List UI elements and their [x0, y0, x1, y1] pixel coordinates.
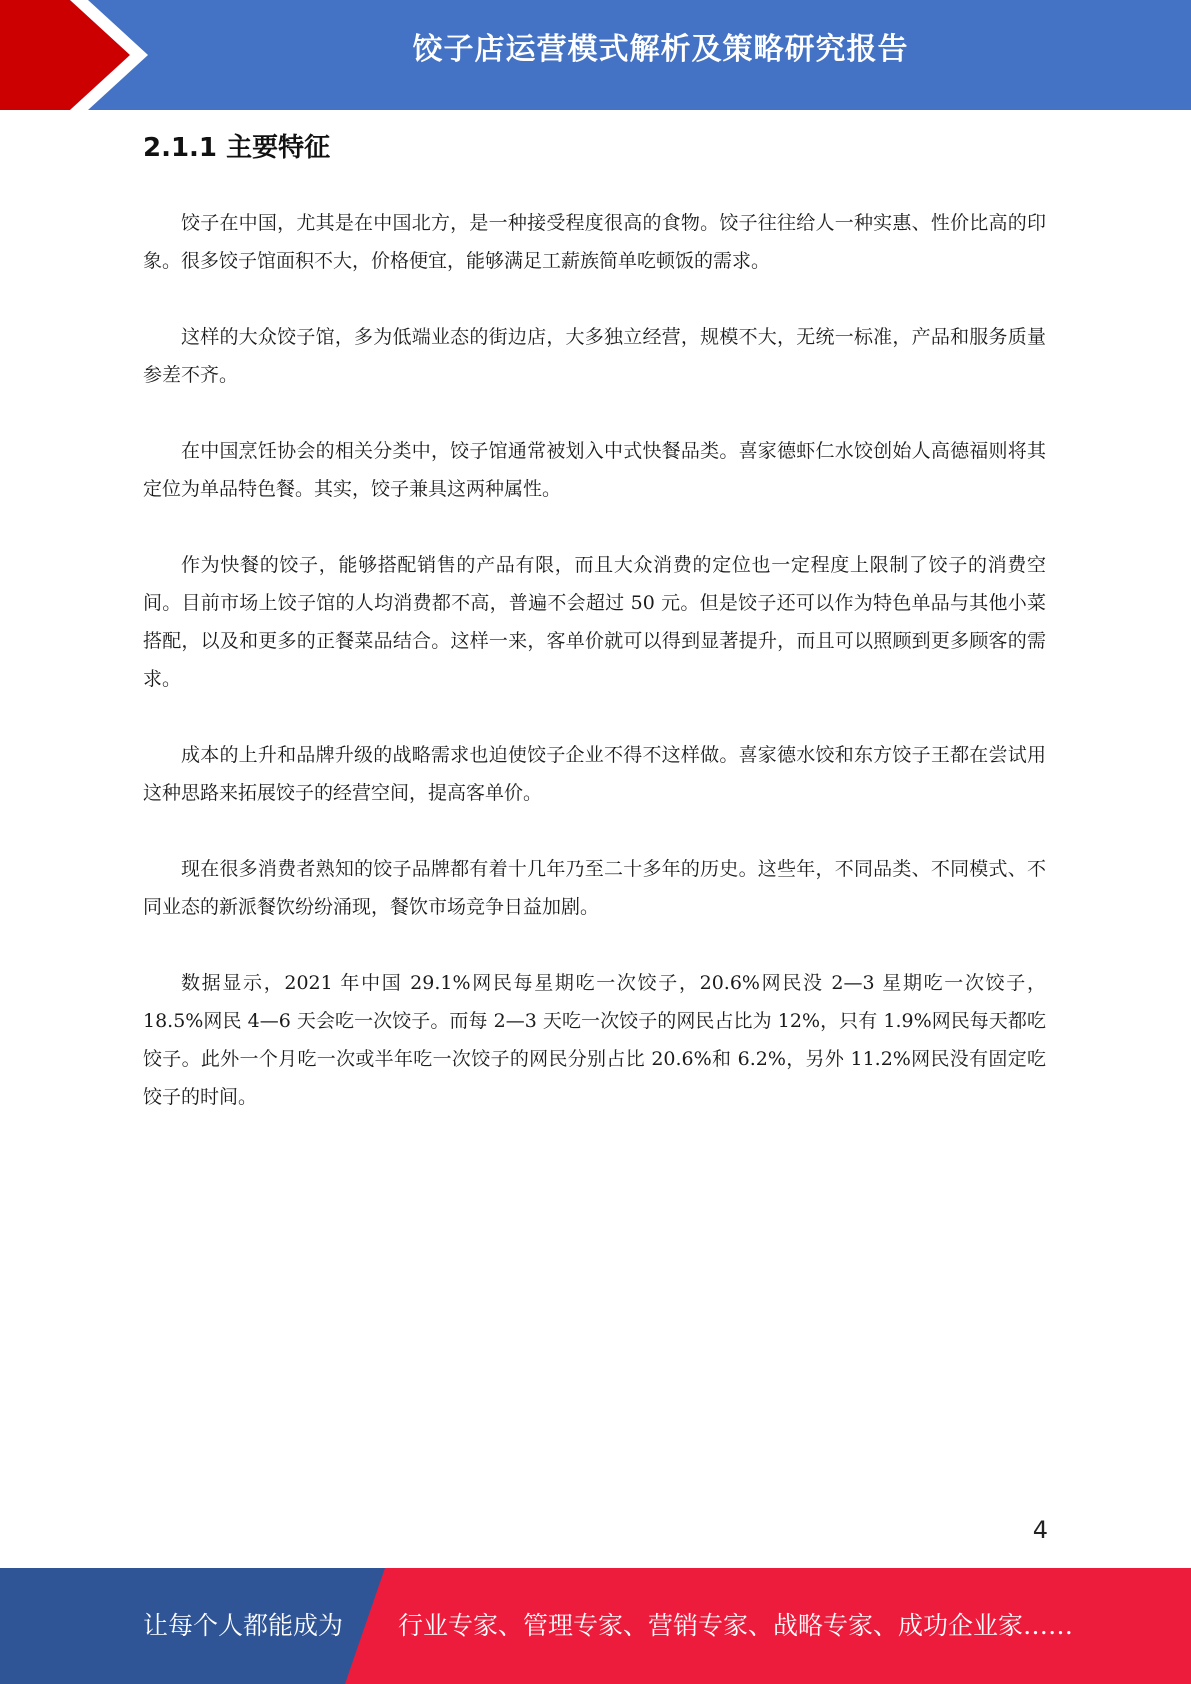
footer-banner: [0, 1568, 1191, 1684]
paragraph-1: 饺子在中国，尤其是在中国北方，是一种接受程度很高的食物。饺子往往给人一种实惠、性价比高的印象。很多饺子馆面积不大，价格便宜，能够满足工薪族简单吃顿饭的需求。: [143, 212, 1046, 272]
paragraph-2: 这样的大众饺子馆，多为低端业态的街边店，大多独立经营，规模不大，无统一标准，产品和服务质量参差不齐。: [143, 326, 1046, 386]
paragraph-5: 成本的上升和品牌升级的战略需求也迫使饺子企业不得不这样做。喜家德水饺和东方饺子王都在尝试用这种思路来拓展饺子的经营空间，提高客单价。: [143, 744, 1046, 804]
section-heading: 2.1.1 主要特征: [143, 133, 331, 163]
footer-slogan-right: 行业专家、管理专家、营销专家、战略专家、成功企业家……: [398, 1611, 1074, 1640]
page-number: 4: [1032, 1516, 1048, 1544]
paragraph-3: 在中国烹饪协会的相关分类中，饺子馆通常被划入中式快餐品类。喜家德虾仁水饺创始人高德福则将其定位为单品特色餐。其实，饺子兼具这两种属性。: [143, 440, 1046, 500]
main-content: [143, 128, 1046, 1154]
footer-slogan-left: 让每个人都能成为: [143, 1611, 344, 1640]
paragraph-4: 作为快餐的饺子，能够搭配销售的产品有限，而且大众消费的定位也一定程度上限制了饺子的消费空间。目前市场上饺子馆的人均消费都不高，普遍不会超过 50 元。但是饺子还可以作为特色单品与其他小菜搭配，以及和更多的正餐菜品结合。这样一来，客单价就可以得到显著提升，而且可以照顾到更多顾客的需求。: [143, 554, 1046, 690]
report-title: 饺子店运营模式解析及策略研究报告: [412, 32, 909, 67]
header-chevron-decoration: [0, 0, 160, 110]
paragraph-6: 现在很多消费者熟知的饺子品牌都有着十几年乃至二十多年的历史。这些年，不同品类、不同模式、不同业态的新派餐饮纷纷涌现，餐饮市场竞争日益加剧。: [143, 858, 1046, 918]
paragraph-7: 数据显示，2021 年中国 29.1%网民每星期吃一次饺子，20.6%网民没 2—3 星期吃一次饺子，18.5%网民 4—6 天会吃一次饺子。而每 2—3 天吃一次饺子的网民占比为 12%，只有 1.9%网民每天都吃饺子。此外一个月吃一次或半年吃一次饺子的网民分别占比 20.6%和 6.2%，另外 11.2%网民没有固定吃饺子的时间。: [143, 972, 1046, 1108]
header-banner: [0, 0, 1191, 110]
